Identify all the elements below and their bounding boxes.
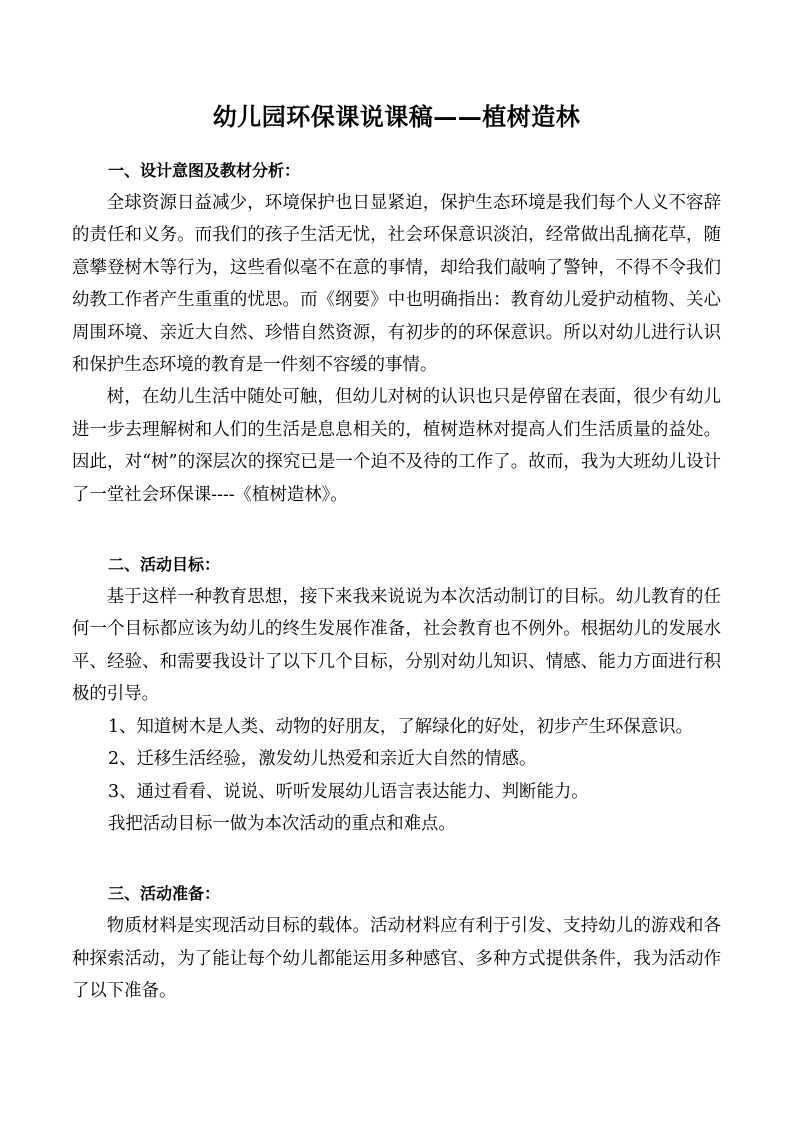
list-item: 2、迁移生活经验，激发幼儿热爱和亲近大自然的情感。	[108, 749, 537, 770]
list-item: 3、通过看看、说说、听听发展幼儿语言表达能力、判断能力。	[108, 781, 589, 802]
section-activity-preparation	[72, 877, 721, 1007]
section-heading: 二、活动目标：	[108, 555, 221, 575]
section-heading: 三、活动准备：	[108, 884, 221, 904]
section-activity-goals	[72, 548, 721, 840]
paragraph: 物质材料是实现活动目标的载体。活动材料应有利于引发、支持幼儿的游戏和各种探索活动，为了能让每个幼儿都能运用多种感官、多种方式提供条件，我为活动作了以下准备。	[72, 916, 721, 1002]
paragraph: 基于这样一种教育思想，接下来我来说说为本次活动制订的目标。幼儿教育的任何一个目标都应该为幼儿的终生发展作准备，社会教育也不例外。根据幼儿的发展水平、经验、和需要我设计了以下几个目标，分别对幼儿知识、情感、能力方面进行积极的引导。	[72, 587, 721, 705]
section-heading: 一、设计意图及教材分析：	[108, 161, 301, 180]
paragraph: 全球资源日益减少，环境保护也日显紧迫，保护生态环境是我们每个人义不容辞的责任和义务。而我们的孩子生活无忧，社会环保意识淡泊，经常做出乱摘花草，随意攀登树木等行为，这些看似毫不在意的事情，却给我们敲响了警钟，不得不令我们幼教工作者产生重重的忧思。而《纲要》中也明确指出：教育幼儿爱护动植物、关心周围环境、亲近大自然、珍惜自然资源，有初步的的环保意识。所以对幼儿进行认识和保护生态环境的教育是一件刻不容缓的事情。	[72, 193, 721, 376]
document-title: 幼儿园环保课说课稿——植树造林	[212, 102, 581, 131]
paragraph: 树，在幼儿生活中随处可触，但幼儿对树的认识也只是停留在表面，很少有幼儿进一步去理解树和人们的生活是息息相关的，植树造林对提高人们生活质量的益处。因此，对“树”的深层次的探究已是一个迫不及待的工作了。故而，我为大班幼儿设计了一堂社会环保课----《植树造林》。	[72, 387, 721, 505]
list-item: 1、知道树木是人类、动物的好朋友，了解绿化的好处，初步产生环保意识。	[108, 716, 693, 737]
list-item: 我把活动目标一做为本次活动的重点和难点。	[108, 813, 456, 834]
section-design-intent	[72, 154, 721, 511]
